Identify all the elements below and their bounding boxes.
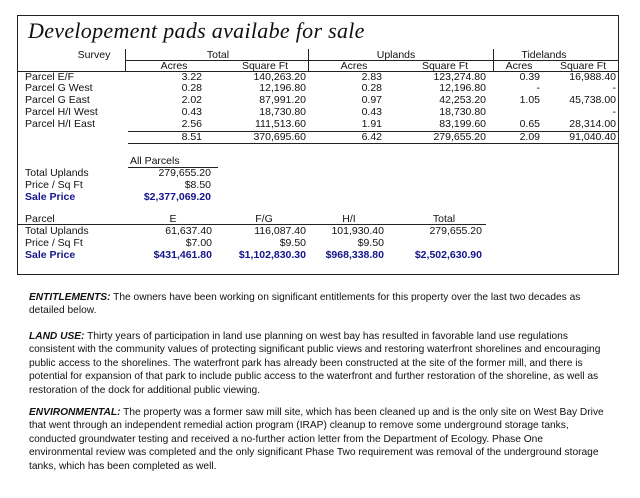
by-parcel-col-header: H/I — [342, 213, 356, 225]
cell-uplands-acres: 1.91 — [361, 118, 382, 130]
environmental-paragraph — [29, 406, 609, 473]
cell-uplands-sqft: 42,253.20 — [439, 94, 486, 106]
cell-total-sqft: 370,695.60 — [253, 131, 306, 143]
cell-uplands-sqft: 279,655.20 — [433, 131, 486, 143]
cell-uplands-acres: 0.43 — [361, 106, 382, 118]
subheader-total-acres: Acres — [160, 60, 188, 72]
cell-tidelands-sqft: 45,738.00 — [569, 94, 616, 106]
entitlements-text: The owners have been working on significant entitlements for this property over the last two decades as detailed below. — [29, 292, 581, 317]
header-survey: Survey — [77, 49, 111, 61]
cell-tidelands-sqft: 16,988.40 — [569, 71, 616, 83]
environmental-text: The property was a former saw mill site, which has been cleaned up and is the only site on West Bay Drive that went through an independent remedial action program (IRAP) cleanup to remove some underground storage tanks, conducted groundwater testing and received a no-further action letter from the Department of Ecology. Phase One environmental review was completed and the only significant Phase Two requirement was removal of the underground storage tanks, which has been completed as well. — [29, 407, 604, 472]
by-parcel-col-header: F/G — [255, 213, 273, 225]
cell-tidelands-acres: 0.65 — [519, 118, 540, 130]
cell-total-acres: 2.02 — [181, 94, 202, 106]
by-parcel-header-label: Parcel — [25, 213, 55, 225]
cell-tidelands-acres: 0.39 — [519, 71, 540, 83]
cell-total-acres: 2.56 — [181, 118, 202, 130]
all-parcels-label: Sale Price — [25, 191, 76, 203]
header-tidelands: Tidelands — [521, 49, 567, 61]
land-use-heading: LAND USE: — [29, 331, 85, 342]
entitlements-heading: ENTITLEMENTS: — [29, 292, 111, 303]
cell-uplands-sqft: 12,196.80 — [439, 82, 486, 94]
cell-fg: $9.50 — [279, 237, 306, 249]
cell-tidelands-acres: - — [536, 82, 540, 94]
cell-tidelands-sqft: - — [612, 82, 616, 94]
cell-total-acres: 0.28 — [181, 82, 202, 94]
row-label: Sale Price — [25, 249, 76, 261]
cell-total-acres: 8.51 — [181, 131, 202, 143]
cell-tidelands-acres: 2.09 — [519, 131, 540, 143]
subheader-uplands-acres: Acres — [340, 60, 368, 72]
cell-tidelands-sqft: - — [612, 106, 616, 118]
cell-hi: $968,338.80 — [325, 249, 384, 261]
subheader-tidelands-sqft: Square Ft — [559, 60, 607, 72]
row-label: Parcel H/I West — [25, 106, 98, 118]
cell-uplands-acres: 6.42 — [361, 131, 382, 143]
subheader-uplands-sqft: Square Ft — [421, 60, 469, 72]
row-label: Parcel G East — [25, 94, 90, 106]
by-parcel-col-header: Total — [432, 213, 456, 225]
cell-e: $431,461.80 — [153, 249, 212, 261]
cell-total-sqft: 111,513.60 — [255, 118, 306, 130]
land-use-text: Thirty years of participation in land use planning on west bay has resulted in favorable land use regulations consistent with the community values of protecting significant public views and restoring waterfront shorelines and encouraging public access to the shorelines. The waterfront park has already been constructed at the site of the former mill, and there is potential for expansion of that park to include public access to the waterfront and further restoration of the shoreline, as well as restoration of the dock for additional public viewing. — [29, 331, 601, 396]
cell-total-sqft: 140,263.20 — [253, 71, 306, 83]
all-parcels-label: Total Uplands — [25, 167, 89, 179]
cell-total-sqft: 18,730.80 — [259, 106, 306, 118]
header-uplands: Uplands — [376, 49, 416, 61]
cell-total-sqft: 87,991.20 — [259, 94, 306, 106]
cell-total-acres: 0.43 — [181, 106, 202, 118]
all-parcels-sale-price: $2,377,069.20 — [143, 191, 211, 203]
cell-uplands-acres: 2.83 — [361, 71, 382, 83]
cell-hi: 101,930.40 — [331, 225, 384, 237]
row-label: Parcel G West — [25, 82, 93, 94]
cell-e: $7.00 — [185, 237, 212, 249]
land-use-paragraph — [29, 330, 609, 397]
cell-fg: 116,087.40 — [254, 225, 306, 237]
header-total: Total — [206, 49, 230, 61]
row-label: Parcel E/F — [25, 71, 75, 83]
all-parcels-header: All Parcels — [130, 155, 180, 167]
cell-hi: $9.50 — [357, 237, 384, 249]
all-parcels-value: $8.50 — [184, 179, 211, 191]
cell-total: 279,655.20 — [429, 225, 482, 237]
cell-total: $2,502,630.90 — [414, 249, 482, 261]
cell-e: 61,637.40 — [165, 225, 212, 237]
row-label: Parcel H/I East — [25, 118, 96, 130]
cell-total-acres: 3.22 — [181, 71, 202, 83]
cell-uplands-sqft: 123,274.80 — [433, 71, 486, 83]
page-title: Developement pads availabe for sale — [28, 18, 365, 43]
cell-fg: $1,102,830.30 — [238, 249, 306, 261]
row-label: Price / Sq Ft — [25, 237, 83, 249]
cell-uplands-acres: 0.97 — [361, 94, 382, 106]
cell-tidelands-acres: 1.05 — [519, 94, 540, 106]
cell-uplands-sqft: 83,199.60 — [439, 118, 486, 130]
cell-total-sqft: 12,196.80 — [259, 82, 306, 94]
subheader-tidelands-acres: Acres — [505, 60, 533, 72]
row-label: Total Uplands — [25, 225, 89, 237]
all-parcels-label: Price / Sq Ft — [25, 179, 83, 191]
by-parcel-col-header: E — [169, 213, 177, 225]
spreadsheet-panel — [17, 15, 619, 275]
environmental-heading: ENVIRONMENTAL: — [29, 407, 121, 418]
all-parcels-value: 279,655.20 — [158, 167, 211, 179]
totals-bottom-rule — [128, 143, 618, 144]
subheader-total-sqft: Square Ft — [241, 60, 289, 72]
cell-tidelands-sqft: 91,040.40 — [569, 131, 616, 143]
cell-tidelands-sqft: 28,314.00 — [569, 118, 616, 130]
cell-uplands-acres: 0.28 — [361, 82, 382, 94]
cell-uplands-sqft: 18,730.80 — [439, 106, 486, 118]
entitlements-paragraph — [29, 291, 609, 318]
